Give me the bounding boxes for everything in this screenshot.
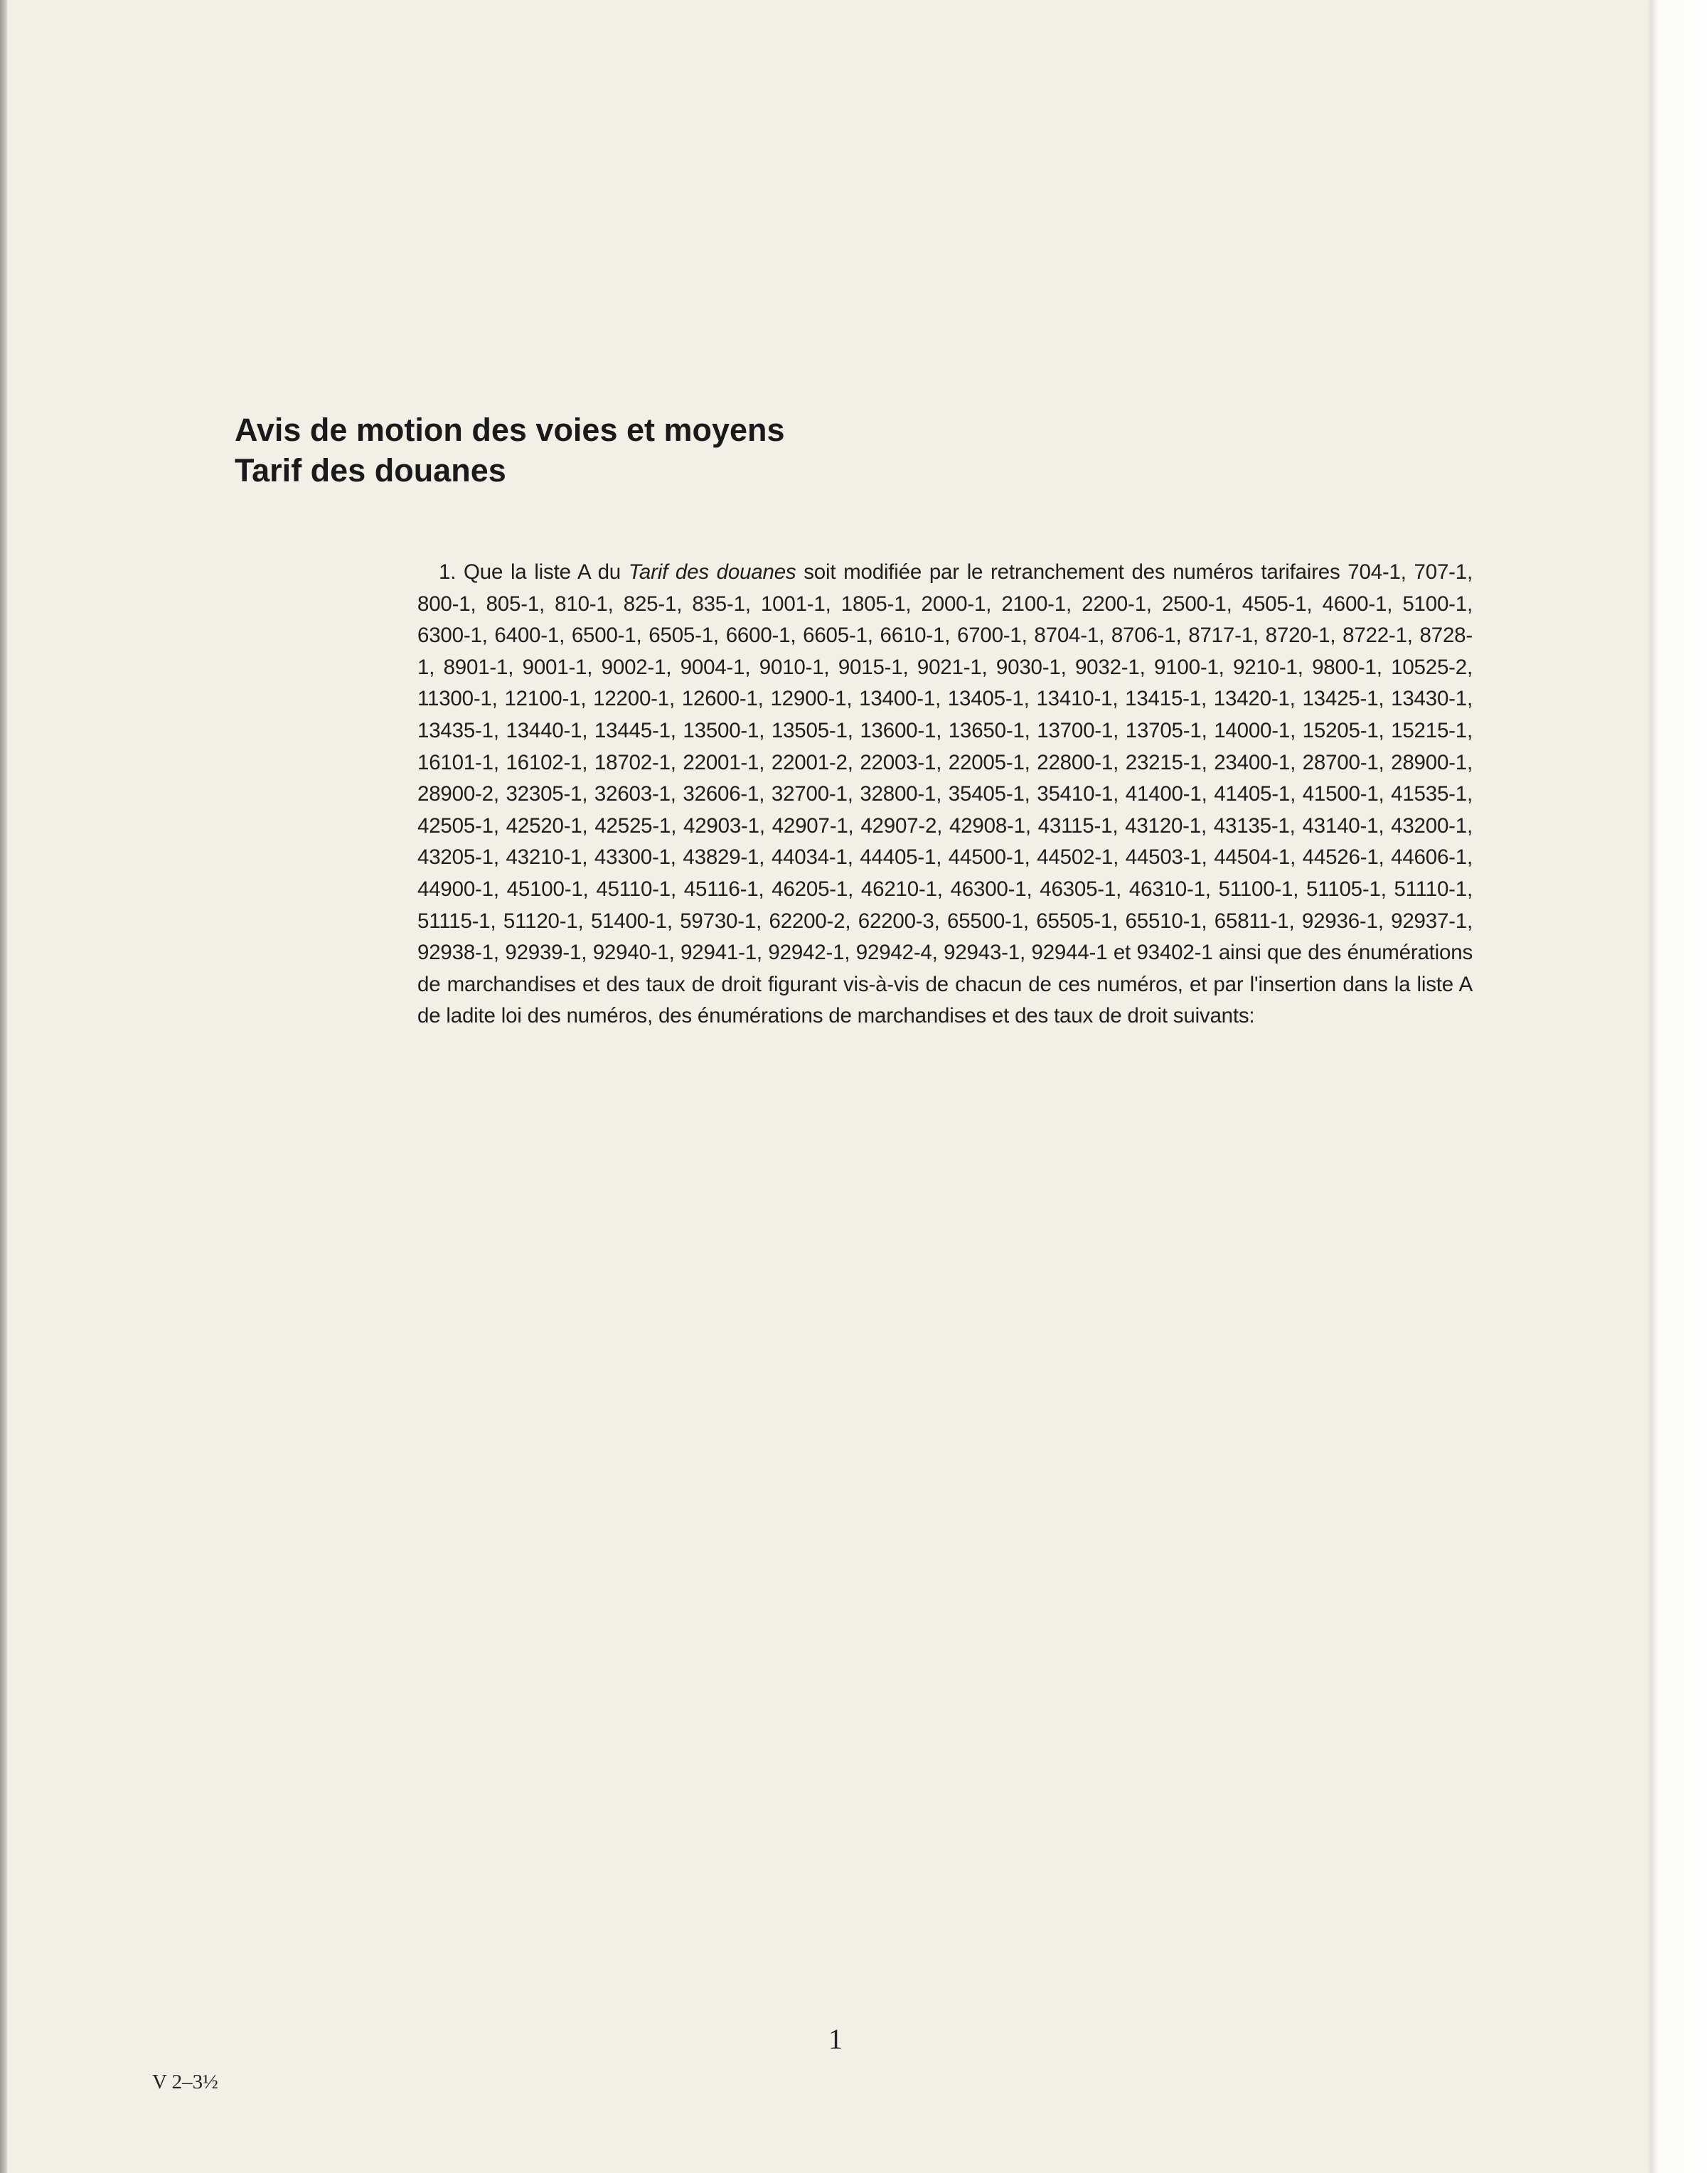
paragraph-body: soit modifiée par le retranchement des numéros tarifaires 704-1, 707-1, 800-1, 805-1, 810-1, 825-1, 835-1, 1001-1, 1805-1, 2000-1, 2100-1, 2200-1, 2500-1, 4505-1, 4600-1, 5100-1, 6300-1, 6400-1, 6500-1, 6505-1, 6600-1, 6605-1, 6610-1, 6700-1, 8704-1, 8706-1, 8717-1, 8720-1, 8722-1, 8728-1, 8901-1, 9001-1, 9002-1, 9004-1, 9010-1, 9015-1, 9021-1, 9030-1, 9032-1, 9100-1, 9210-1, 9800-1, 10525-2, 11300-1, 12100-1, 12200-1, 12600-1, 12900-1, 13400-1, 13405-1, 13410-1, 13415-1, 13420-1, 13425-1, 13430-1, 13435-1, 13440-1, 13445-1, 13500-1, 13505-1, 13600-1, 13650-1, 13700-1, 13705-1, 14000-1, 15205-1, 15215-1, 16101-1, 16102-1, 18702-1, 22001-1, 22001-2, 22003-1, 22005-1, 22800-1, 23215-1, 23400-1, 28700-1, 28900-1, 28900-2, 32305-1, 32603-1, 32606-1, 32700-1, 32800-1, 35405-1, 35410-1, 41400-1, 41405-1, 41500-1, 41535-1, 42505-1, 42520-1, 42525-1, 42903-1, 42907-1, 42907-2, 42908-1, 43115-1, 43120-1, 43135-1, 43140-1, 43200-1, 43205-1, 43210-1, 43300-1, 43829-1, 44034-1, 44405-1, 44500-1, 44502-1, 44503-1, 44504-1, 44526-1, 44606-1, 44900-1, 45100-1, 45110-1, 45116-1, 46205-1, 46210-1, 46300-1, 46305-1, 46310-1, 51100-1, 51105-1, 51110-1, 51115-1, 51120-1, 51400-1, 59730-1, 62200-2, 62200-3, 65500-1, 65505-1, 65510-1, 65811-1, 92936-1, 92937-1, 92938-1, 92939-1, 92940-1, 92941-1, 92942-1, 92942-4, 92943-1, 92944-1 et 93402-1 ainsi que des énumérations de marchandises et des taux de droit figurant vis-à-vis de chacun de ces numéros, et par l'insertion dans la liste A de ladite loi des numéros, des énumérations de marchandises et des taux de droit suivants: — [417, 560, 1473, 1028]
page-number: 1 — [828, 2023, 843, 2055]
title-line-1: Avis de motion des voies et moyens — [235, 412, 785, 448]
print-code: V 2–3½ — [152, 2071, 218, 2093]
document-title — [235, 410, 1230, 491]
page-right-margin-strip — [1651, 0, 1708, 2173]
paragraph-italic-title: Tarif des douanes — [628, 560, 796, 584]
paragraph-intro: 1. Que la liste A du — [439, 560, 629, 584]
page-left-edge — [0, 0, 7, 2173]
title-line-2: Tarif des douanes — [235, 452, 506, 488]
motion-paragraph — [417, 557, 1473, 1032]
